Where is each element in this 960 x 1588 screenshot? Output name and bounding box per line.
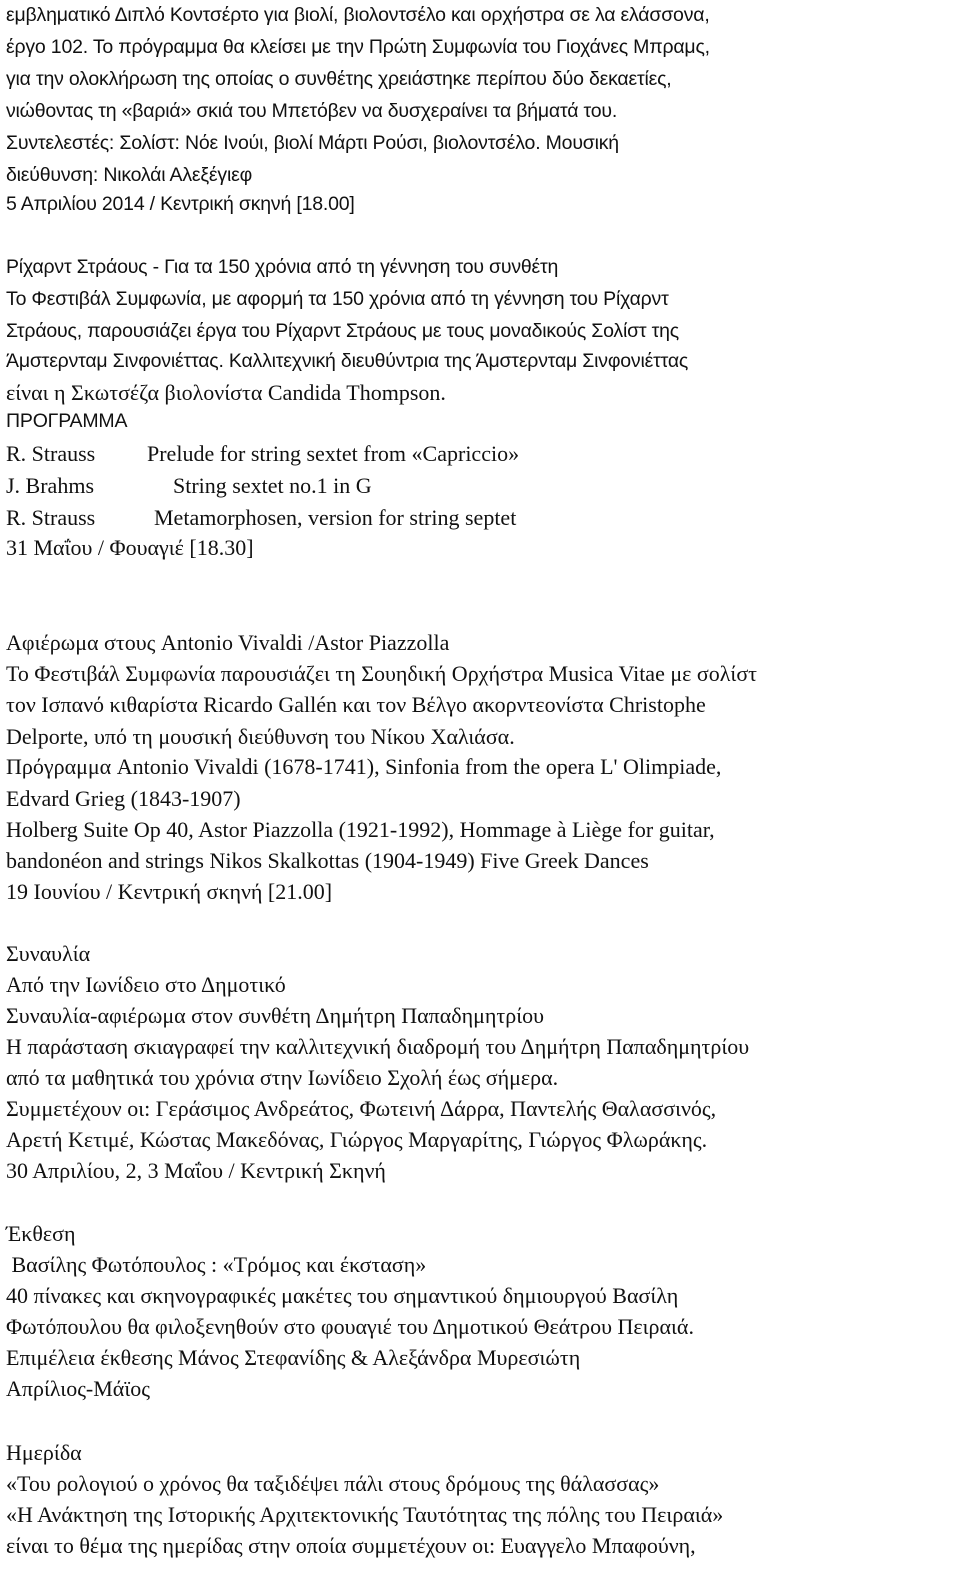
program-heading: ΠΡΟΓΡΑΜΜΑ [6, 410, 128, 432]
credits-line: Συντελεστές: Σολίστ: Νόε Ινούι, βιολί Μάρτι Ρούσι, βιολοντσέλο. Μουσική [6, 132, 619, 154]
paragraph-line: από τα μαθητικά του χρόνια στην Ιωνίδειο Σχολή έως σήμερα. [6, 1065, 559, 1090]
paragraph-line: τον Ισπανό κιθαρίστα Ricardo Gallén και τον Βέλγο ακορντεονίστα Christophe [6, 692, 706, 717]
program-composer: J. Brahms [6, 473, 94, 498]
intro-line: έργο 102. Το πρόγραμμα θα κλείσει με την Πρώτη Συμφωνία του Γιοχάνες Μπραμς, [6, 36, 710, 58]
program-work: Prelude for string sextet from «Capriccio» [147, 441, 520, 466]
event-date: Απρίλιος-Μάϊος [6, 1376, 150, 1401]
event-date: 31 Μαΐου / Φουαγιέ [18.30] [6, 535, 254, 560]
paragraph-line: είναι η Σκωτσέζα βιολονίστα Candida Thompson. [6, 380, 446, 405]
section-title: Ρίχαρντ Στράους - Για τα 150 χρόνια από τη γέννηση του συνθέτη [6, 256, 559, 278]
intro-line: νιώθοντας τη «βαριά» σκιά του Μπετόβεν να δυσχεραίνει τα βήματά του. [6, 100, 618, 122]
paragraph-line: bandonéon and strings Nikos Skalkottas (1904-1949) Five Greek Dances [6, 848, 649, 873]
paragraph-line: Το Φεστιβάλ Συμφωνία παρουσιάζει τη Σουηδική Ορχήστρα Musica Vitae με σολίστ [6, 661, 758, 686]
program-work: Metamorphosen, version for string septet [154, 505, 517, 530]
event-date: 5 Απριλίου 2014 / Κεντρική σκηνή [18.00] [6, 193, 355, 215]
program-composer: R. Strauss [6, 505, 96, 530]
program-row [6, 470, 372, 501]
paragraph-line: είναι το θέμα της ημερίδας στην οποία συμμετέχουν οι: Ευαγγελο Μπαφούνη, [6, 1533, 696, 1558]
paragraph-line: Φωτόπουλου θα φιλοξενηθούν στο φουαγιέ του Δημοτικού Θεάτρου Πειραιά. [6, 1314, 694, 1339]
paragraph-line: «Του ρολογιού ο χρόνος θα ταξιδέψει πάλι στους δρόμους της θάλασσας» [6, 1471, 660, 1496]
paragraph-line: Επιμέλεια έκθεσης Μάνος Στεφανίδης & Αλεξάνδρα Μυρεσιώτη [6, 1345, 581, 1370]
paragraph-line: Η παράσταση σκιαγραφεί την καλλιτεχνική διαδρομή του Δημήτρη Παπαδημητρίου [6, 1034, 750, 1059]
intro-line: για την ολοκλήρωση της οποίας ο συνθέτης χρειάστηκε περίπου δύο δεκαετίες, [6, 68, 672, 90]
paragraph-line: Delporte, υπό τη μουσική διεύθυνση του Νίκου Χαλιάσα. [6, 724, 515, 749]
program-row [6, 502, 516, 533]
section-title: Έκθεση [6, 1221, 76, 1246]
paragraph-line: Συναυλία-αφιέρωμα στον συνθέτη Δημήτρη Παπαδημητρίου [6, 1003, 545, 1028]
paragraph-line: 40 πίνακες και σκηνογραφικές μακέτες του σημαντικού δημιουργού Βασίλη [6, 1283, 679, 1308]
paragraph-line: Άμστερνταμ Σινφονιέττας. Καλλιτεχνική διευθύντρια της Άμστερνταμ Σινφονιέττας [6, 350, 689, 372]
section-title: Ημερίδα [6, 1440, 82, 1465]
section-title: Αφιέρωμα στους Antonio Vivaldi /Astor Piazzolla [6, 630, 450, 655]
program-row [6, 438, 519, 469]
section-subtitle: Από την Ιωνίδειο στο Δημοτικό [6, 972, 286, 997]
credits-line: διεύθυνση: Νικολάι Αλεξέγιεφ [6, 164, 253, 186]
paragraph-line: Συμμετέχουν οι: Γεράσιμος Ανδρεάτος, Φωτεινή Δάρρα, Παντελής Θαλασσινός, [6, 1096, 717, 1121]
event-date: 30 Απριλίου, 2, 3 Μαΐου / Κεντρική Σκηνή [6, 1158, 386, 1183]
paragraph-line: «Η Ανάκτηση της Ιστορικής Αρχιτεκτονικής Ταυτότητας της πόλης του Πειραιά» [6, 1502, 724, 1527]
program-composer: R. Strauss [6, 441, 96, 466]
section-title: Συναυλία [6, 941, 91, 966]
paragraph-line: Edvard Grieg (1843-1907) [6, 786, 241, 811]
paragraph-line: Holberg Suite Op 40, Astor Piazzolla (1921-1992), Hommage à Liège for guitar, [6, 817, 715, 842]
paragraph-line: Αρετή Κετιμέ, Κώστας Μακεδόνας, Γιώργος Μαργαρίτης, Γιώργος Φλωράκης. [6, 1127, 708, 1152]
paragraph-line: Το Φεστιβάλ Συμφωνία, με αφορμή τα 150 χρόνια από τη γέννηση του Ρίχαρντ [6, 288, 669, 310]
paragraph-line: Στράους, παρουσιάζει έργα του Ρίχαρντ Στράους με τους μοναδικούς Σολίστ της [6, 320, 679, 342]
paragraph-line: Πρόγραμμα Antonio Vivaldi (1678-1741), Sinfonia from the opera L' Olimpiade, [6, 754, 722, 779]
intro-line: εμβληματικό Διπλό Κοντσέρτο για βιολί, βιολοντσέλο και ορχήστρα σε λα ελάσσονα, [6, 4, 710, 26]
section-subtitle: Βασίλης Φωτόπουλος : «Τρόμος και έκσταση» [6, 1252, 427, 1277]
event-date: 19 Ιουνίου / Κεντρική σκηνή [21.00] [6, 879, 333, 904]
program-work: String sextet no.1 in G [173, 473, 372, 498]
